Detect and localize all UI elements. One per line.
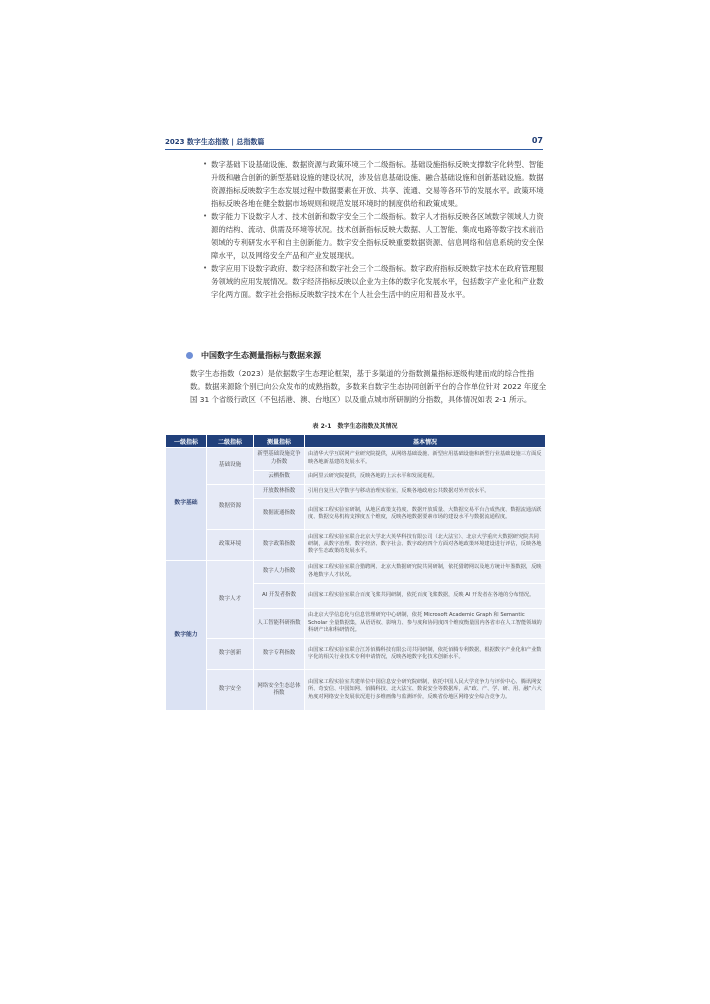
level2-cell: 基础设施 bbox=[207, 448, 254, 485]
info-cell: 由清华大学互联网产业研究院提供，从网络基础设施、新型应用基础设施和新型行业基础设施三方面反映各地新基建的发展水平。 bbox=[305, 448, 546, 471]
table-caption: 表 2-1 数字生态指数及其情况 bbox=[312, 423, 398, 430]
info-cell: 由阿里云研究院提供，反映各地的上云水平和发展进程。 bbox=[305, 470, 546, 484]
indicator-cell: 开放数林指数 bbox=[254, 484, 305, 498]
info-cell: 由国家工程实验室联合江苏佰腾科技有限公司共同研制，依托佰腾专利数据，根据数字产业化和产业数字化的相关行业技术专利申请情况，反映各地数字化技术创新水平。 bbox=[305, 639, 546, 670]
level2-cell: 政策环境 bbox=[207, 529, 254, 560]
table-row bbox=[166, 669, 546, 710]
body-paragraph: 数字生态指数（2023）是依据数字生态理论框架，基于多渠道的分指数测量指标逐级构建而成的综合性指数。数据来源除个别已向公众发布的成熟指数，多数来自数字生态协同创新平台的合作单位针对 2022 年度全国 31 个省级行政区（不包括港、澳、台地区）以及重点城市所研制的分指数，具体情况如表 2-1 所示。 bbox=[190, 369, 547, 405]
table-header-row bbox=[166, 435, 546, 448]
indicator-cell: 网络安全生态总体指数 bbox=[254, 669, 305, 710]
indicator-cell: AI 开发者指数 bbox=[254, 584, 305, 609]
indicator-cell: 数字政策指数 bbox=[254, 529, 305, 560]
table-row bbox=[166, 560, 546, 584]
indicator-cell: 人工智能科研指数 bbox=[254, 608, 305, 639]
list-item: • 数字能力下设数字人才、技术创新和数字安全三个二级指标。数字人才指标反映各区域数字领域人力资源的结构、流动、供需及环境等状况。技术创新指标反映大数据、人工智能、集成电路等数字技术前沿领域的专利研发水平和自主创新能力。数字安全指标反映重要数据资源、信息网络和信息系统的安全保障水平，以及网络安全产品和产业发展现状。 bbox=[203, 212, 544, 260]
header-title: 2023 数字生态指数 | 总指数篇 bbox=[165, 138, 265, 146]
table-row bbox=[166, 448, 546, 471]
info-cell: 引用自复旦大学数字与移动治理实验室，反映各地政府公共数据对外开放水平。 bbox=[305, 484, 546, 498]
bullet-list bbox=[203, 158, 549, 301]
bullet-dot-icon: • bbox=[203, 264, 208, 272]
info-cell: 由国家工程实验室联合北京大学北大英华科技有限公司（北大法宝）、北京大学重庆大数据研究院共同研制，从数字治理、数字经济、数字社会、数字政府四个方面对各地政策环境建设进行评估，反映各地数字生态政策的发展水平。 bbox=[305, 529, 546, 560]
level1-cell: 数字基础 bbox=[166, 448, 207, 561]
indicator-cell: 新型基础设施竞争力指数 bbox=[254, 448, 305, 471]
table-row bbox=[166, 484, 546, 498]
page-header bbox=[165, 137, 543, 151]
level2-cell: 数字人才 bbox=[207, 560, 254, 639]
page-number: 07 bbox=[531, 136, 543, 145]
indicator-cell: 数字专利指数 bbox=[254, 639, 305, 670]
column-header: 测量指标 bbox=[254, 435, 305, 448]
indicator-table bbox=[165, 434, 545, 711]
column-header: 二级指标 bbox=[207, 435, 254, 448]
info-cell: 由国家工程实验室联合猎聘网、北京大数据研究院共同研制，依托猎聘网以及地方统计年鉴数据，反映各地数字人才状况。 bbox=[305, 560, 546, 584]
indicator-cell: 数据流通指数 bbox=[254, 499, 305, 530]
indicator-cell: 数字人力指数 bbox=[254, 560, 305, 584]
column-header: 基本情况 bbox=[305, 435, 546, 448]
info-cell: 由国家工程实验室联合百度飞桨共同研制，依托百度飞桨数据，反映 AI 开发者在各地的分布情况。 bbox=[305, 584, 546, 609]
circle-bullet-icon bbox=[186, 352, 193, 359]
list-item: • 数字基础下设基础设施、数据资源与政策环境三个二级指标。基础设施指标反映支撑数字化转型、智能升级和融合创新的新型基础设施的建设状况，涉及信息基础设施、融合基础设施和创新基础设施。数据资源指标反映数字生态发展过程中数据要素在开放、共享、流通、交易等各环节的发展水平。政策环境指标反映各地在健全数据市场规则和规范发展环境时的制度供给和政策成果。 bbox=[203, 160, 544, 208]
level1-cell: 数字能力 bbox=[166, 560, 207, 711]
column-header: 一级指标 bbox=[166, 435, 207, 448]
bullet-dot-icon: • bbox=[203, 160, 208, 168]
table-row bbox=[166, 639, 546, 670]
bullet-dot-icon: • bbox=[203, 212, 208, 220]
header-rule bbox=[165, 149, 543, 150]
info-cell: 由北京大学信息化与信息管理研究中心研制，依托 Microsoft Academic Graph 和 Semantic Scholar 全量数据集，从语语权、影响力、参与度和协同度四个维度衡量国内各省市在人工智能领域的科研产出和科研情况。 bbox=[305, 608, 546, 639]
indicator-cell: 云栖指数 bbox=[254, 470, 305, 484]
info-cell: 由国家工程实验室研制，从地区政策支持度、数据开放质量、大数据交易平台合成热度、数据流通活跃度、数据交易机构支撑度五个维度，反映各地数据要素市场的建设水平与数据流通程度。 bbox=[305, 499, 546, 530]
level2-cell: 数字安全 bbox=[207, 669, 254, 710]
list-item: • 数字应用下设数字政府、数字经济和数字社会三个二级指标。数字政府指标反映数字技术在政府管理服务领域的应用发展情况。数字经济指标反映以企业为主体的数字化发展水平，包括数字产业化和产业数字化两方面。数字社会指标反映数字技术在个人社会生活中的应用和普及水平。 bbox=[203, 264, 544, 299]
section-heading: 中国数字生态测量指标与数据来源 bbox=[186, 350, 321, 362]
info-cell: 由国家工程实验室共建单位中国信息安全研究院研制，依托中国人民大学竞争力与评价中心、腾讯网安所、奇安信、中国知网、佰腾科技、北大法宝、数说安全等数据库，从“政、产、学、研、用、融”六大角度对网络安全发展状况进行多维画像与监测评价，反映省份地区网络安全综合竞争力。 bbox=[305, 669, 546, 710]
level2-cell: 数据资源 bbox=[207, 484, 254, 529]
table-row bbox=[166, 529, 546, 560]
level2-cell: 数字创新 bbox=[207, 639, 254, 670]
